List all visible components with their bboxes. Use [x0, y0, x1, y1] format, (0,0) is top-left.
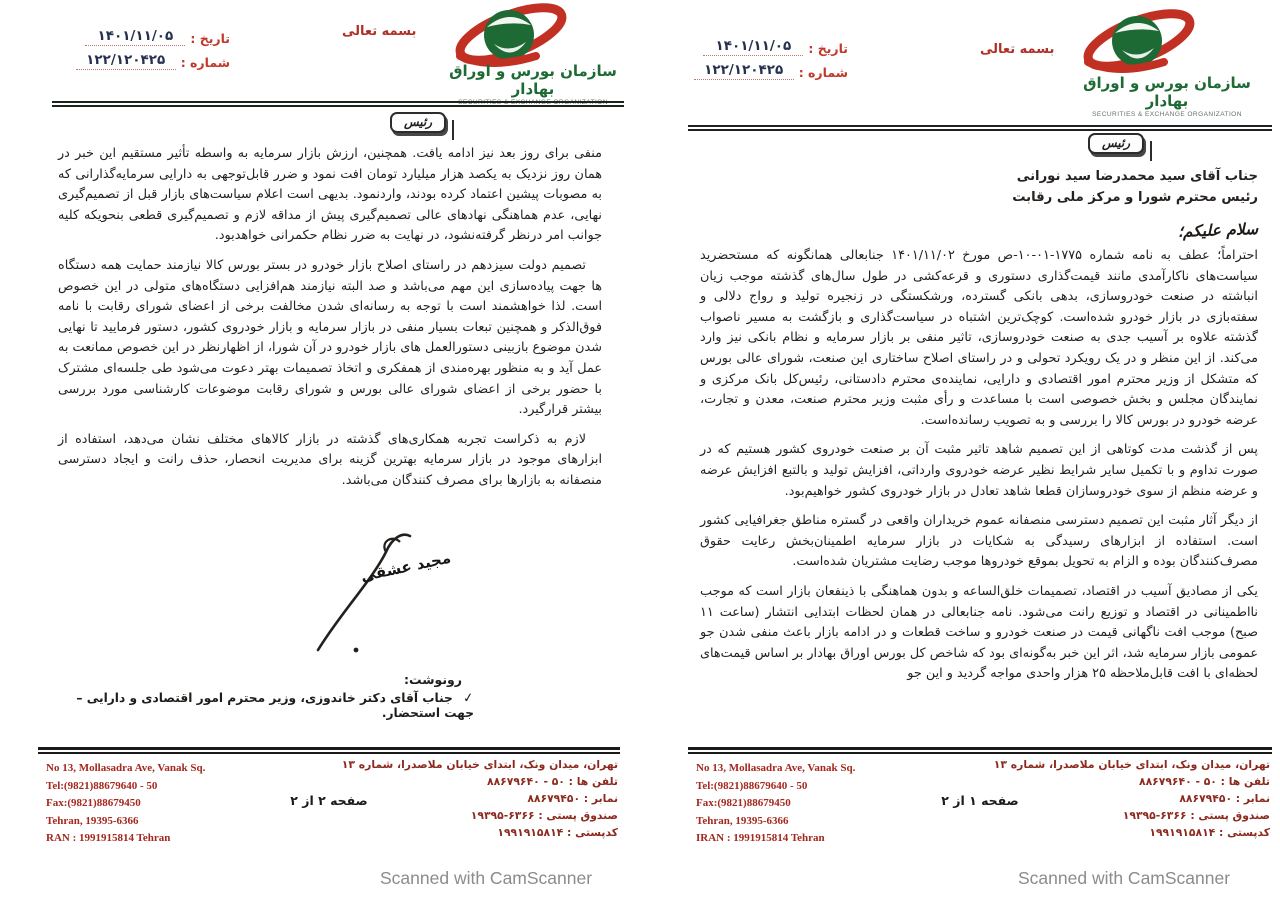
date-value: ۱۴۰۱/۱۱/۰۵ [703, 38, 803, 56]
president-stamp [1088, 133, 1152, 161]
signature-stroke [260, 528, 450, 662]
org-name-fa: سازمان بورس و اوراق بهادار [1083, 74, 1251, 110]
header-divider [688, 125, 1272, 131]
body-paragraph: لازم به ذکراست تجربه همکاری‌های گذشته در بازار کالاهای مختلف نشان می‌دهد، استفاده از ابزارهای موجود در بازار سرمایه بهترین گزینه برای مدیریت انحصار، حذف رانت و ایجاد دسترسی منصفانه به بازارها برای مصرف کنندگان می‌باشد. [58, 431, 602, 488]
date-number-block [694, 38, 848, 86]
org-name-block [428, 62, 638, 106]
cc-block [58, 672, 602, 720]
date-value: ۱۴۰۱/۱۱/۰۵ [85, 28, 185, 46]
page-number: صفحه ۱ از ۲ [941, 793, 1019, 808]
number-row [694, 62, 848, 80]
org-name-en: SECURITIES & EXCHANGE ORGANIZATION [1092, 111, 1242, 118]
stamp-pen-mark [1150, 141, 1152, 161]
org-name-en: SECURITIES & EXCHANGE ORGANIZATION [458, 99, 608, 106]
date-label: تاریخ : [808, 41, 848, 56]
footer-en-line: Tel:(9821)88679640 - 50 [46, 779, 158, 792]
body-paragraph: منفی برای روز بعد نیز ادامه یافت. همچنین، ارزش بازار سرمایه به واسطه تأثیر مستقیم این خبر در همان روز نزدیک به یکصد هزار میلیارد تومان افت نمود و ضرر قابل‌توجهی به دارایی سرمایه‌گذارانی که به مصوبات پیشین اعتماد کرده بودند، واردنمود. بدیهی است اعلام سیاست‌های بازار قبل از تصمیم‌گیری نهایی، عدم هماهنگی نهادهای عالی تصمیم‌گیری پیش از مداقه لازم و تصمیم‌گیری قطعی بنحویکه کلیه جوانب امر درنظر گرفته‌نشود، در نهایت به ضرر نظام حکمرانی خواهدبود. [58, 146, 602, 244]
footer-fa-line: کدپستی : ۱۹۹۱۹۱۵۸۱۴ [1149, 826, 1270, 839]
footer-en-line: Fax:(9821)88679450 [696, 797, 791, 809]
page-footer [38, 747, 620, 847]
letter-page-1 [680, 0, 1280, 888]
cc-label: رونوشت: [403, 672, 462, 687]
bismillah-text: بسمه تعالی [980, 42, 1055, 57]
camscanner-watermark: Scanned with CamScanner [380, 868, 593, 888]
footer-fa-line: تلفن ها : ۵۰ - ۸۸۶۷۹۶۴۰ [1138, 775, 1270, 788]
body-paragraph: احتراماً؛ عطف به نامه شماره ۱۷۷۵-۰۱-۱۰-ص مورخ ۱۴۰۱/۱۱/۰۲ جنابعالی همانگونه که مستحضرید سیاست‌های ناکارآمدی مانند قیمت‌گذاری دستوری و قرعه‌کشی در طول سال‌های گذشته موجب زیان انباشته در صنعت خودروسازی، بدهی بانکی گسترده، ورشکستگی در زنجیره تولید و رواج دلالی و سفته‌بازی در بازار خودرو شده‌است. کوچک‌ترین اشتباه در سیاست‌گذاری و بازگشت به مسیر ناصواب گذشته علاوه بر آسیب جدی به صنعت خودروسازی، تاثیر منفی بر بازار سرمایه و نظام بانکی نیز وارد می‌کند. از این منظر و در یک رویکرد تحولی و در راستای اصلاح ساختاری این صنعت، شورای عالی بورس که متشکل از وزیر محترم امور اقتصادی و دارایی، نماینده‌ی محترم دادستانی، رئیس‌کل بانک مرکزی و نمایندگان مجلس و بخش خصوصی است با مساعدت و رأی مثبت وزیر محترم صنعت، معدن و تجارت، عرضه خودرو در بورس کالا را بررسی و به تصویب رسانده‌است. [700, 248, 1258, 428]
footer-fa-line: تلفن ها : ۵۰ - ۸۸۶۷۹۶۴۰ [486, 775, 618, 788]
footer-en-line: IRAN : 1991915814 Tehran [696, 832, 825, 844]
footer-fa-line: نمابر : ۸۸۶۷۹۴۵۰ [1179, 792, 1270, 805]
president-stamp [390, 112, 454, 140]
cc-recipient [58, 691, 474, 720]
president-stamp-label: رئیس [1088, 133, 1144, 154]
addressee-block [700, 166, 1258, 208]
footer-fa-line: صندوق پستی : ۶۳۶۶-۱۹۳۹۵ [470, 809, 618, 822]
body-paragraph: یکی از مصادیق آسیب در اقتصاد، تصمیمات خلق‌الساعه و بدون هماهنگی با ذینفعان بازار است که موجب نااطمینانی در اقتصاد و توزیع رانت می‌شود. نامه جنابعالی در همان لحظات ابتدایی انتشار (ساعت ۱۱ صبح) موجب افت ناگهانی قیمت در صنعت خودرو و ساخت قطعات و در ادامه بازار باعث منفی شدن جو عمومی بازار سرمایه شد، اثر این خبر به‌گونه‌ای بود که شاخص کل بورس اوراق بهادار بر اساس قیمت‌های لحظه‌ای با افت قابل‌ملاحظه ۲۵ هزار واحدی مواجه گردید و این جو [700, 583, 1258, 682]
seo-logo-icon [1078, 2, 1200, 82]
page-footer [688, 747, 1272, 847]
footer-fa-line: نمابر : ۸۸۶۷۹۴۵۰ [527, 792, 618, 805]
footer-en-line: No 13, Mollasadra Ave, Vanak Sq. [46, 762, 206, 774]
footer-en-line: Tehran, 19395-6366 [696, 814, 789, 827]
footer-fa-line: صندوق پستی : ۶۳۶۶-۱۹۳۹۵ [1122, 809, 1270, 822]
footer-fa-line: تهران، میدان ونک، ابتدای خیابان ملاصدرا، شماره ۱۳ [341, 758, 618, 771]
footer-en-line: No 13, Mollasadra Ave, Vanak Sq. [696, 762, 856, 774]
footer-en-line: Tel:(9821)88679640 - 50 [696, 779, 808, 792]
footer-en-line: RAN : 1991915814 Tehran [46, 832, 171, 844]
letter-page-2 [30, 0, 630, 888]
date-row [694, 38, 848, 56]
org-name-block [1062, 74, 1272, 118]
addressee-title: رئیس محترم شورا و مرکز ملی رقابت [1012, 190, 1258, 205]
handwritten-greeting: سلام علیکم؛ [1177, 220, 1259, 241]
letter-body-page-1 [700, 166, 1258, 694]
footer-divider [38, 747, 620, 754]
footer-fa-line: کدپستی : ۱۹۹۱۹۱۵۸۱۴ [497, 826, 618, 839]
number-value: ۱۲۲/۱۲۰۴۲۵ [76, 52, 176, 70]
date-number-block [76, 28, 230, 76]
camscanner-watermark: Scanned with CamScanner [1018, 868, 1231, 888]
date-label: تاریخ : [190, 31, 230, 46]
number-value: ۱۲۲/۱۲۰۴۲۵ [694, 62, 794, 80]
footer-en-line: Fax:(9821)88679450 [46, 797, 141, 809]
signatory-name: مجید عشقی [359, 548, 453, 586]
letter-body-page-2 [58, 144, 602, 501]
org-name-fa: سازمان بورس و اوراق بهادار [449, 62, 617, 98]
body-paragraph: پس از گذشت مدت کوتاهی از این تصمیم شاهد تاثیر مثبت آن بر صنعت خودروی کشور هستیم که در صورت تداوم و با تکمیل سایر شرایط نظیر عرضه خودروی وارداتی، افزایش تولید و بالتبع افزایش عرضه و عرضه منظم از سوی خودروسازان قطعا شاهد تعادل در بازار خودروی کشور خواهیم‌بود. [700, 442, 1258, 499]
date-row [76, 28, 230, 46]
number-row [76, 52, 230, 70]
cc-recipient-text: جناب آقای دکتر خاندوزی، وزیر محترم امور اقتصادی و دارایی – جهت استحضار. [76, 691, 474, 720]
footer-fa-line: تهران، میدان ونک، ابتدای خیابان ملاصدرا، شماره ۱۳ [993, 758, 1270, 771]
footer-en-line: Tehran, 19395-6366 [46, 814, 139, 827]
cc-check-mark: ✓ [462, 690, 475, 707]
header-divider [52, 101, 624, 107]
body-paragraph: تصمیم دولت سیزدهم در راستای اصلاح بازار خودرو در بستر بورس کالا نیازمند حمایت همه دستگاه ها جهت پیاده‌سازی این مهم می‌باشد و صد البته نیازمند هم‌افزایی دستگاه‌های متولی در این خصوص است. لذا خواهشمند است با توجه به رسانه‌ای شدن مخالفت برخی از اعضای شورای رقابت با نامه فوق‌الذکر و همچنین تبعات بسیار منفی در بازار سرمایه و بازار خودروی کشور، دستور فرمایید تا نهایی شدن موضوع بازبینی دستورالعمل های بازار خودرو در آن شورا، از اظهارنظر در این خصوص ممانعت به عمل آید و به منظور بهره‌مندی از همفکری و اتخاذ تصمیمات بهتر دعوت می‌شود طی جلسه‌ای مشترک با حضور برخی از اعضای شورای عالی بورس و شورای رقابت موضوعات کارشناسی مورد بررسی بیشتر قرارگیرد. [58, 257, 602, 418]
president-stamp-label: رئیس [390, 112, 446, 133]
footer-divider [688, 747, 1272, 754]
addressee-name: جناب آقای سید محمدرضا سید نورانی [1016, 169, 1258, 184]
bismillah-text: بسمه تعالی [342, 24, 417, 39]
page-number: صفحه ۲ از ۲ [290, 793, 368, 808]
stamp-pen-mark [452, 120, 454, 140]
signature-block [260, 528, 470, 658]
number-label: شماره : [180, 55, 230, 70]
number-label: شماره : [798, 65, 848, 80]
body-paragraph: از دیگر آثار مثبت این تصمیم دسترسی منصفانه عموم خریداران واقعی در گستره مناطق جغرافیایی کشور است. استفاده از ابزارهای رسیدگی به شکایات در بازار سرمایه اطمینان‌بخش رعایت حقوق مصرف‌کنندگان بوده و الزام به تحویل بموقع خودروها موجب رضایت مشتریان شده‌است. [700, 513, 1258, 570]
